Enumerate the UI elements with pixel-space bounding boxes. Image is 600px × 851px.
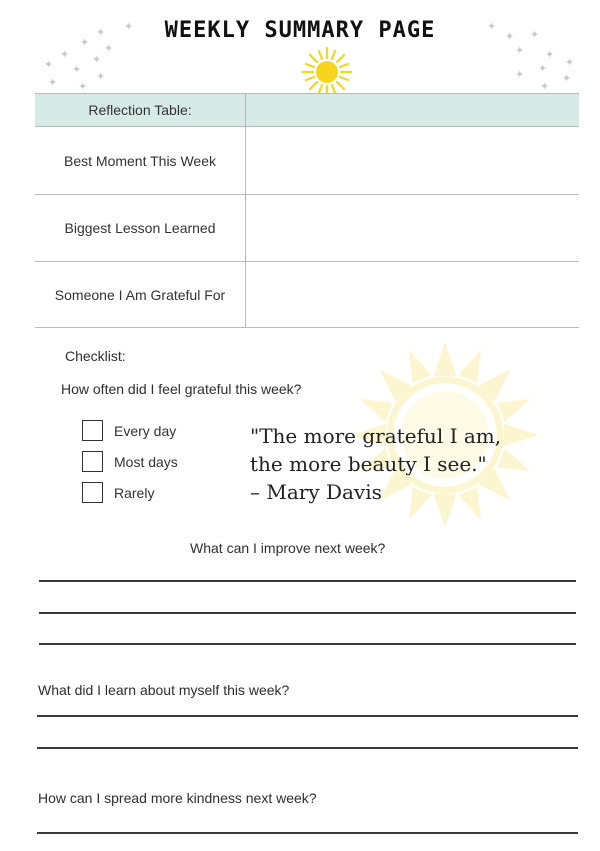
quote-author: – Mary Davis [250,480,382,504]
checkbox-most-days[interactable] [82,451,103,472]
kindness-prompt: How can I spread more kindness next week? [38,790,317,806]
gratitude-question: How often did I feel grateful this week? [61,381,302,397]
row-label-best-moment: Best Moment This Week [35,127,246,194]
reflection-table-title: Reflection Table: [35,94,246,126]
sun-icon [300,45,354,99]
option-rarely[interactable] [82,482,154,503]
option-label: Most days [114,453,178,470]
writing-line[interactable] [39,612,576,614]
improve-prompt: What can I improve next week? [190,540,386,556]
weekly-summary-page: ✦ ✦ ✦ ✦ ✦ ✦ ✦ ✦ ✦ ✦ ✦ ✦ ✦ ✦ ✦ ✦ ✦ ✦ ✦ ✦ ✦ WEEKLY SUMMARY PAGE Reflection Table: Best Moment This Week Biggest Lesson Learned Someone I Am Grateful For Checklist: How often did I feel grateful this week? Every day Most days Rarely "The more grateful I am, the more beauty I see." – Mary Davis What can I improve next week? What did I learn about myself this week? How can I spread more kindness next week? [0,0,600,851]
writing-line[interactable] [37,715,578,717]
row-label-grateful-for: Someone I Am Grateful For [35,262,246,327]
table-row [35,262,579,328]
table-row [35,195,579,262]
quote-line-2: the more beauty I see." [250,452,487,476]
checkbox-rarely[interactable] [82,482,103,503]
writing-line[interactable] [39,580,576,582]
writing-line[interactable] [37,747,578,749]
reflection-table [35,93,579,328]
checkbox-every-day[interactable] [82,420,103,441]
option-label: Rarely [114,484,155,501]
writing-line[interactable] [39,643,576,645]
row-input-biggest-lesson[interactable] [246,195,579,261]
quote-line-1: "The more grateful I am, [250,424,502,448]
learn-prompt: What did I learn about myself this week? [38,682,290,698]
writing-line[interactable] [37,832,578,834]
table-row [35,127,579,195]
reflection-table-header [35,93,579,127]
checklist-heading: Checklist: [65,348,126,364]
row-label-biggest-lesson: Biggest Lesson Learned [35,195,246,261]
row-input-grateful-for[interactable] [246,262,579,327]
option-label: Every day [114,422,177,439]
header-blank-cell [246,94,579,126]
option-most-days[interactable] [82,451,178,472]
option-every-day[interactable] [82,420,176,441]
row-input-best-moment[interactable] [246,127,579,194]
gratitude-quote [250,422,510,506]
page-title: WEEKLY SUMMARY PAGE [164,18,436,43]
